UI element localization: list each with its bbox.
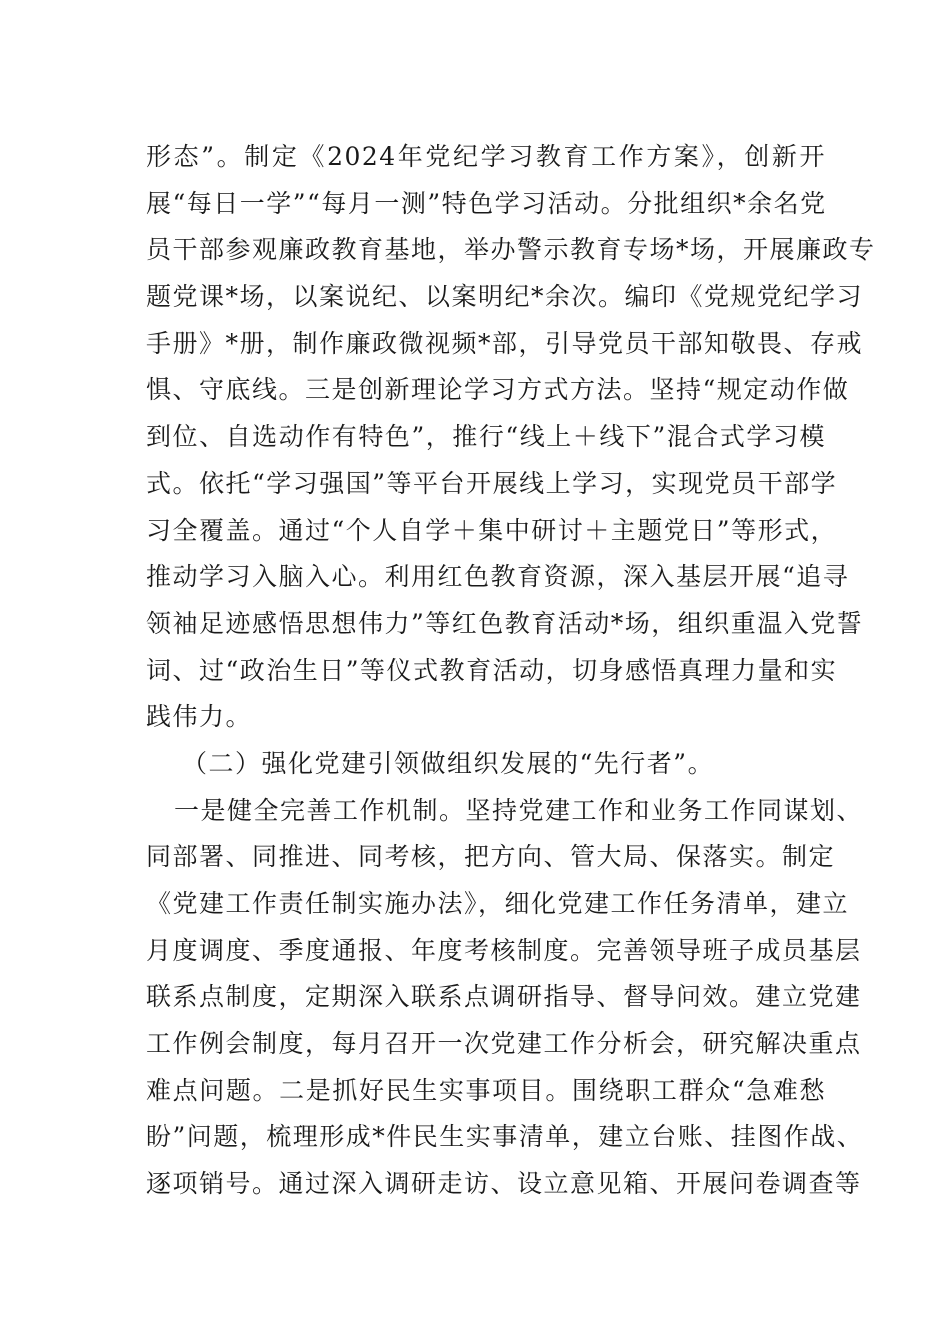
paragraph-line: 难点问题。二是抓好民生实事项目。围绕职工群众“急难愁 xyxy=(146,1075,826,1105)
document-body xyxy=(146,134,876,1208)
paragraph-line: 《党建工作责任制实施办法》，细化党建工作任务清单，建立 xyxy=(146,889,850,918)
paragraph-line: 月度调度、季度通报、年度考核制度。完善领导班子成员基层 xyxy=(146,935,862,965)
paragraph-line: 展“每日一学”“每月一测”特色学习活动。分批组织*余名党 xyxy=(146,188,827,218)
paragraph-line: 推动学习入脑入心。利用红色教育资源，深入基层开展“追寻 xyxy=(146,562,850,592)
paragraph-line: 盼”问题，梳理形成*件民生实事清单，建立台账、挂图作战、 xyxy=(146,1122,864,1152)
paragraph-line: 到位、自选动作有特色”，推行“线上＋线下”混合式学习模 xyxy=(146,422,826,452)
paragraph-line: 惧、守底线。三是创新理论学习方式方法。坚持“规定动作做 xyxy=(146,375,850,405)
paragraph-line: 工作例会制度，每月召开一次党建工作分析会，研究解决重点 xyxy=(146,1029,862,1059)
paragraph-line: 词、过“政治生日”等仪式教育活动，切身感悟真理力量和实 xyxy=(146,655,838,685)
paragraph-line: 领袖足迹感悟思想伟力”等红色教育活动*场，组织重温入党誓 xyxy=(146,608,864,638)
paragraph-line: 逐项销号。通过深入调研走访、设立意见箱、开展问卷调查等 xyxy=(146,1169,862,1199)
paragraph-line: 式。依托“学习强国”等平台开展线上学习，实现党员干部学 xyxy=(146,468,838,498)
paragraph-line: 同部署、同推进、同考核，把方向、管大局、保落实。制定 xyxy=(146,842,836,872)
paragraph-line: 习全覆盖。通过“个人自学＋集中研讨＋主题党日”等形式， xyxy=(146,515,838,545)
paragraph-line: 员干部参观廉政教育基地，举办警示教育专场*场，开展廉政专 xyxy=(146,235,876,265)
paragraph-line: 形态”。制定《2024年党纪学习教育工作方案》，创新开 xyxy=(146,142,826,171)
paragraph-line: 一是健全完善工作机制。坚持党建工作和业务工作同谋划、 xyxy=(174,795,864,825)
paragraph-line: 题党课*场，以案说纪、以案明纪*余次。编印《党规党纪学习 xyxy=(146,282,864,312)
paragraph-line: 手册》*册，制作廉政微视频*部，引导党员干部知敬畏、存戒 xyxy=(146,328,864,358)
paragraph-line: 践伟力。 xyxy=(146,702,253,732)
section-heading: （二）强化党建引领做组织发展的“先行者”。 xyxy=(182,748,715,778)
paragraph-line: 联系点制度，定期深入联系点调研指导、督导问效。建立党建 xyxy=(146,982,862,1012)
